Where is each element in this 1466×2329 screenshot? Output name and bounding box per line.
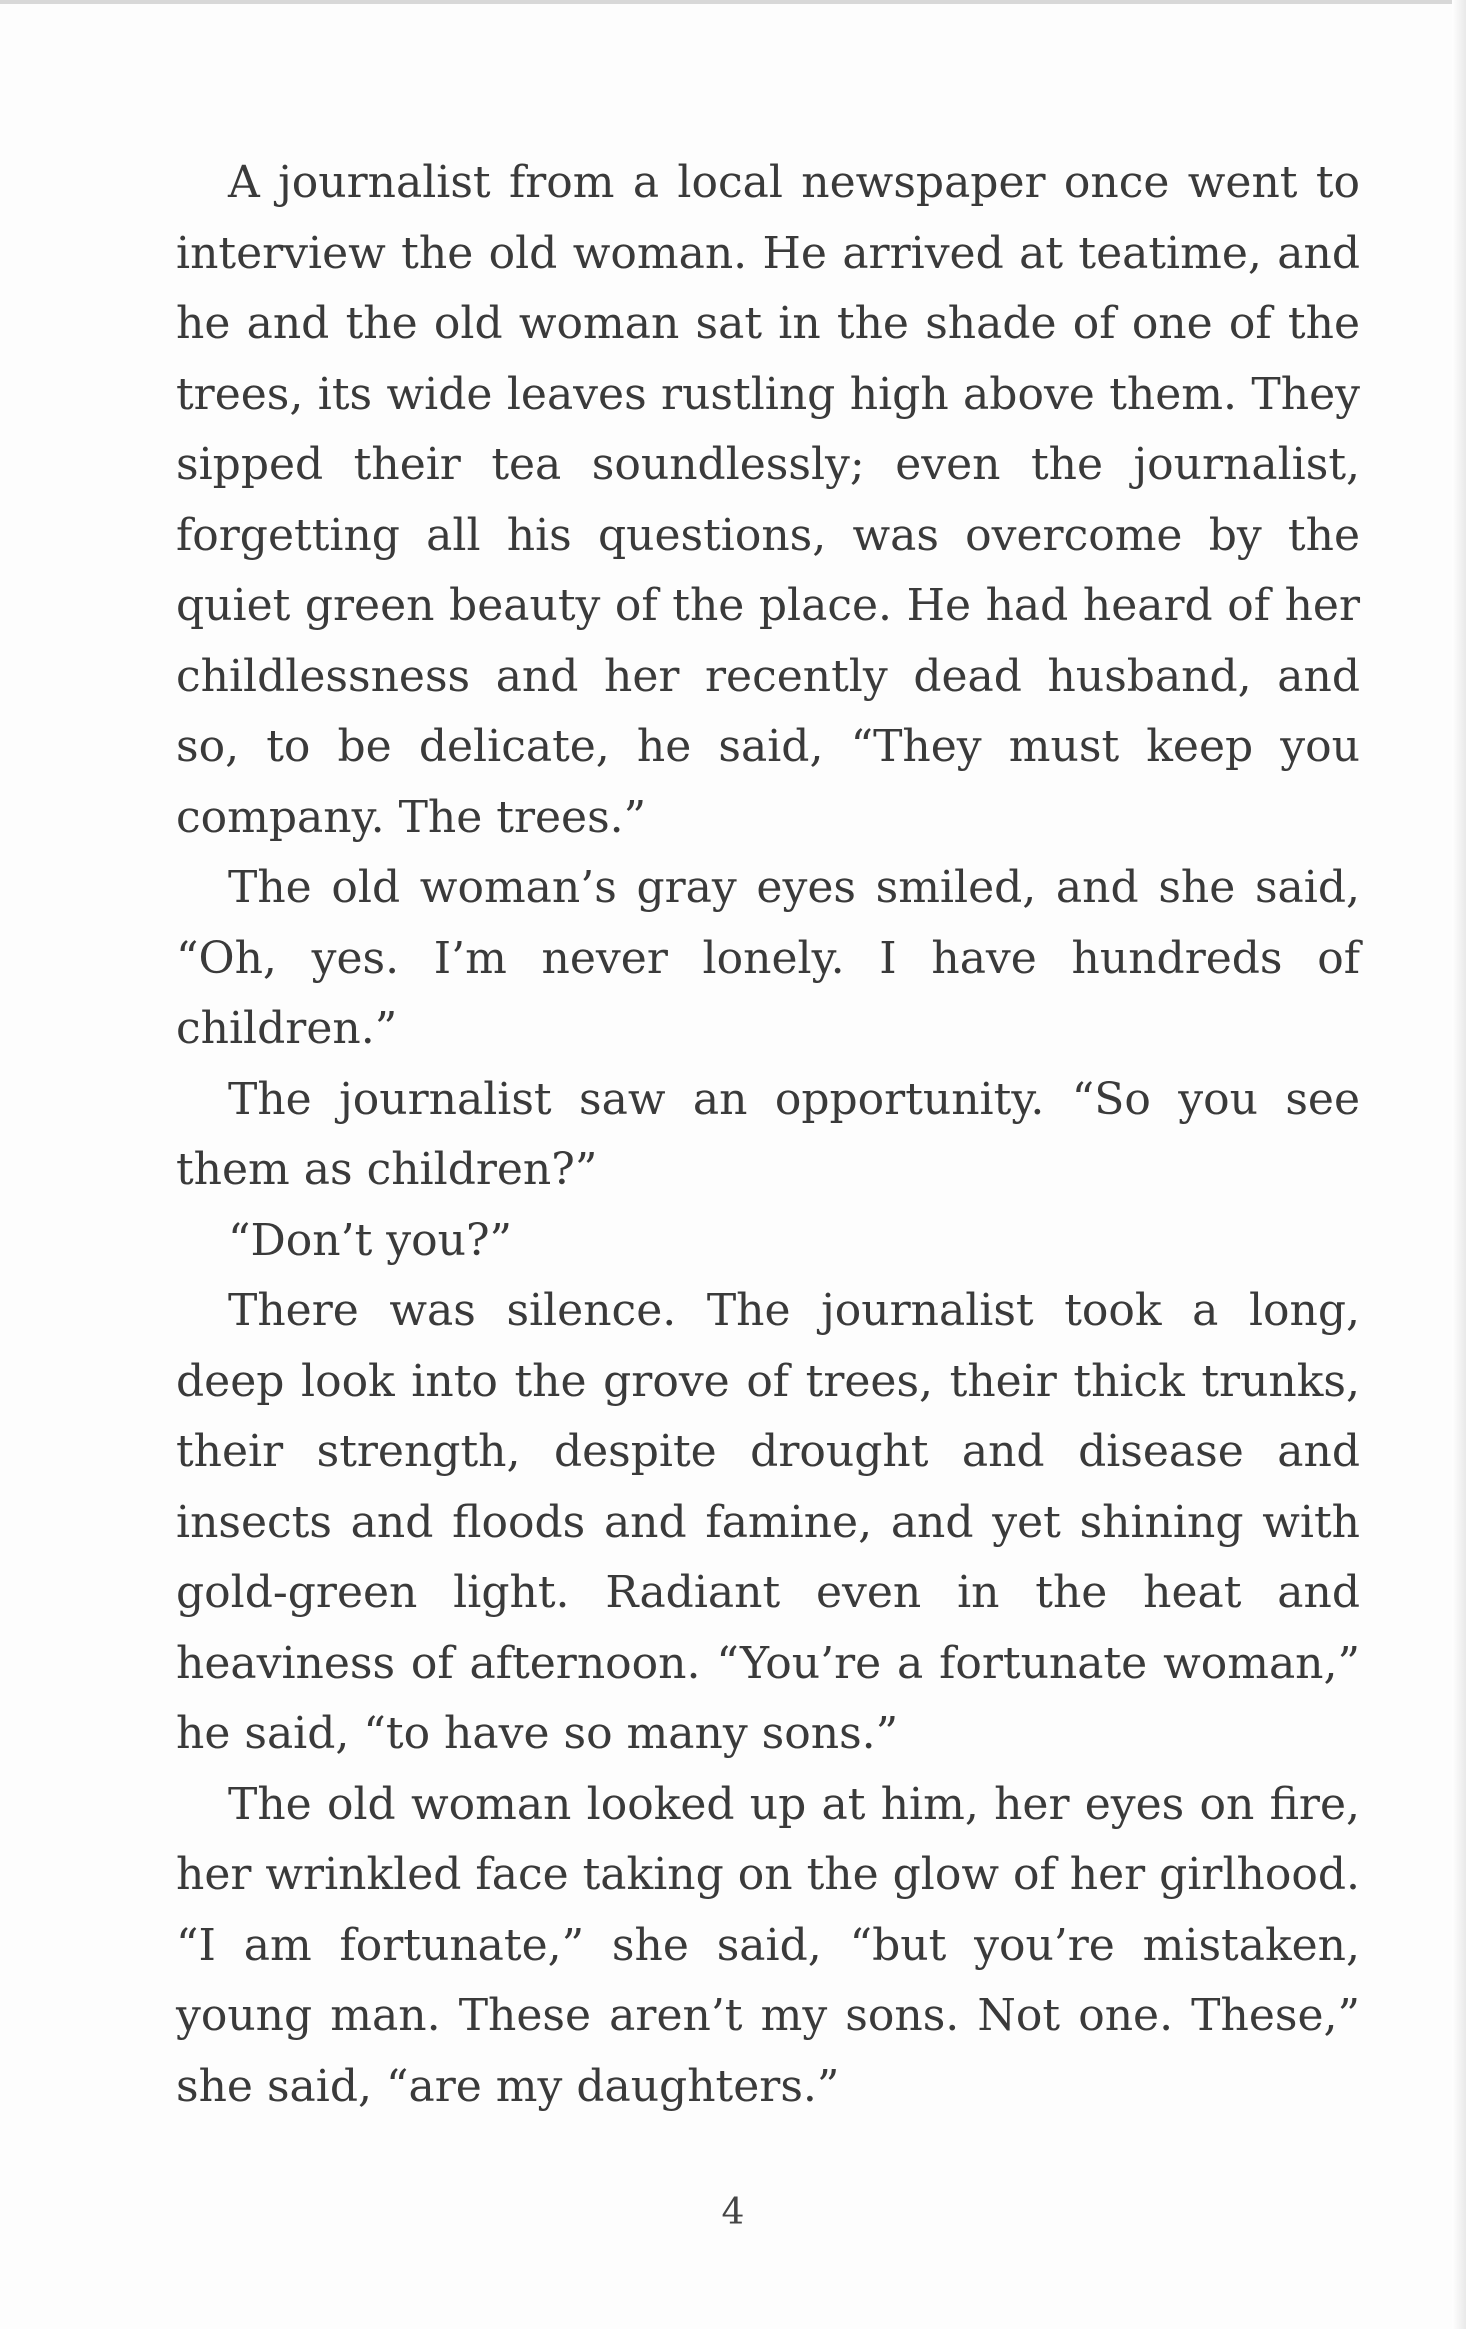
paragraph: The journalist saw an opportunity. “So you see them as children?”: [176, 1073, 1360, 1195]
paragraph: A journalist from a local newspaper once went to interview the old woman. He arrived at teatime, and he and the old woman sat in the shade of one of the trees, its wide leaves rustling high above them. They sipped their tea soundlessly; even the journalist, forgetting all his questions, was overcome by the quiet green beauty of the place. He had heard of her childlessness and her recently dead husband, and so, to be delicate, he said, “They must keep you company. The trees.”: [176, 157, 1360, 843]
page-number: 4: [721, 2192, 745, 2233]
body-text: [176, 148, 1360, 2122]
page-top-edge: [0, 0, 1466, 4]
paragraph: The old woman looked up at him, her eyes on fire, her wrinkled face taking on the glow of her girlhood. “I am fortunate,” she said, “but you’re mistaken, young man. These aren’t my sons. Not one. These,” she said, “are my daughters.”: [176, 1778, 1360, 2112]
paragraph: There was silence. The journalist took a long, deep look into the grove of trees, their thick trunks, their strength, despite drought and disease and insects and floods and famine, and yet shining with gold-green light. Radiant even in the heat and heaviness of afternoon. “You’re a fortunate woman,” he said, “to have so many sons.”: [176, 1285, 1360, 1759]
page-right-edge: [1452, 0, 1466, 2329]
paragraph: “Don’t you?”: [228, 1214, 513, 1266]
paragraph: The old woman’s gray eyes smiled, and she said, “Oh, yes. I’m never lonely. I have hundreds of children.”: [176, 862, 1360, 1054]
